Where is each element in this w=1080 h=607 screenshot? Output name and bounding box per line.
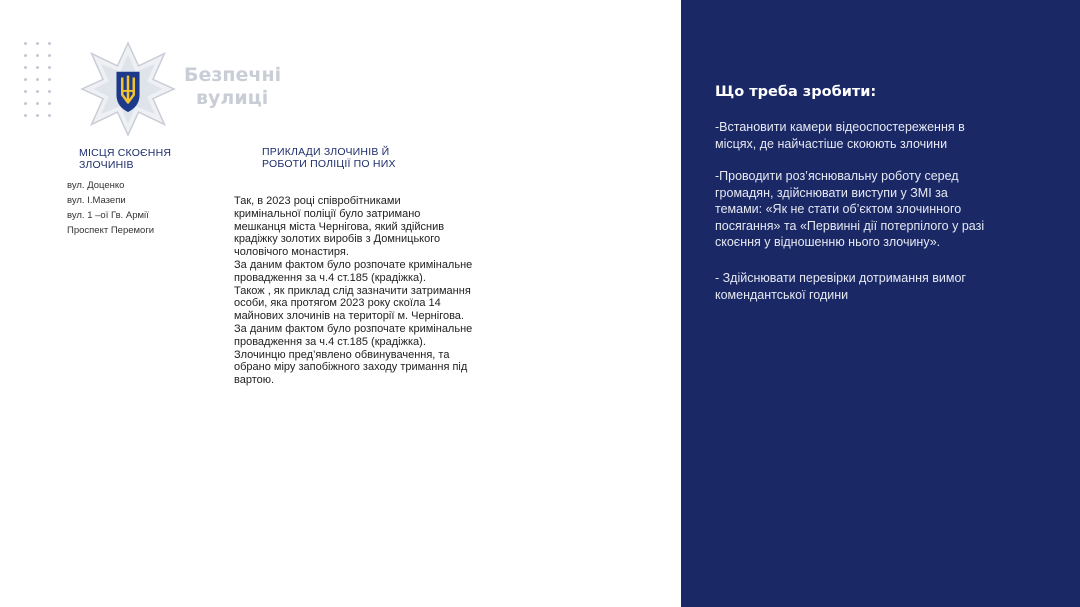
list-item: вул. Доценко (67, 180, 125, 191)
cases-heading: ПРИКЛАДИ ЗЛОЧИНІВ Й РОБОТИ ПОЛІЦІЇ ПО НИХ (262, 146, 396, 170)
locations-list (67, 178, 154, 238)
list-item: вул. 1 –ої Гв. Армії (67, 210, 149, 221)
todo-item-curfew-checks: - Здійснювати перевірки дотримання вимог комендантської години (715, 271, 966, 302)
list-item: Проспект Перемоги (67, 225, 155, 236)
locations-heading: МІСЦЯ СКОЄННЯ ЗЛОЧИНІВ (79, 147, 172, 171)
list-item: вул. І.Мазепи (67, 195, 126, 206)
brand-line-2: вулиці (196, 87, 269, 109)
todo-title: Що треба зробити: (715, 84, 877, 100)
decorative-dot-grid (24, 42, 52, 118)
todo-item-cameras: -Встановити камери відеоспостереження в місцях, де найчастіше скоюють злочини (715, 120, 965, 151)
todo-item-outreach: -Проводити роз’яснювальну роботу серед громадян, здійснювати виступи у ЗМІ за темами: «Як не стати об’єктом злочинного посягання» та «Первинні дії потерпілого у разі скоєння у відношенню нього злочину». (715, 169, 985, 249)
brand-title (184, 64, 281, 110)
brand-line-1: Безпечні (184, 64, 282, 86)
police-emblem-icon (80, 41, 176, 137)
cases-description: Так, в 2023 році співробітниками кримінальної поліції було затримано мешканця міста Чернігова, який здійснив крадіжку золотих виробів з Домницького чоловічого монастиря. За даним фактом було розпочате кримінальне провадження за ч.4 ст.185 (крадіжка). Також , як приклад слід зазначити затримання особи, яка протягом 2023 року скоїла 14 майнових злочинів на території м. Чернігова. За даним фактом було розпочате кримінальне провадження за ч.4 ст.185 (крадіжка). Злочинцю пред’явлено обвинувачення, та обрано міру запобіжного заходу тримання під вартою. (234, 195, 473, 387)
